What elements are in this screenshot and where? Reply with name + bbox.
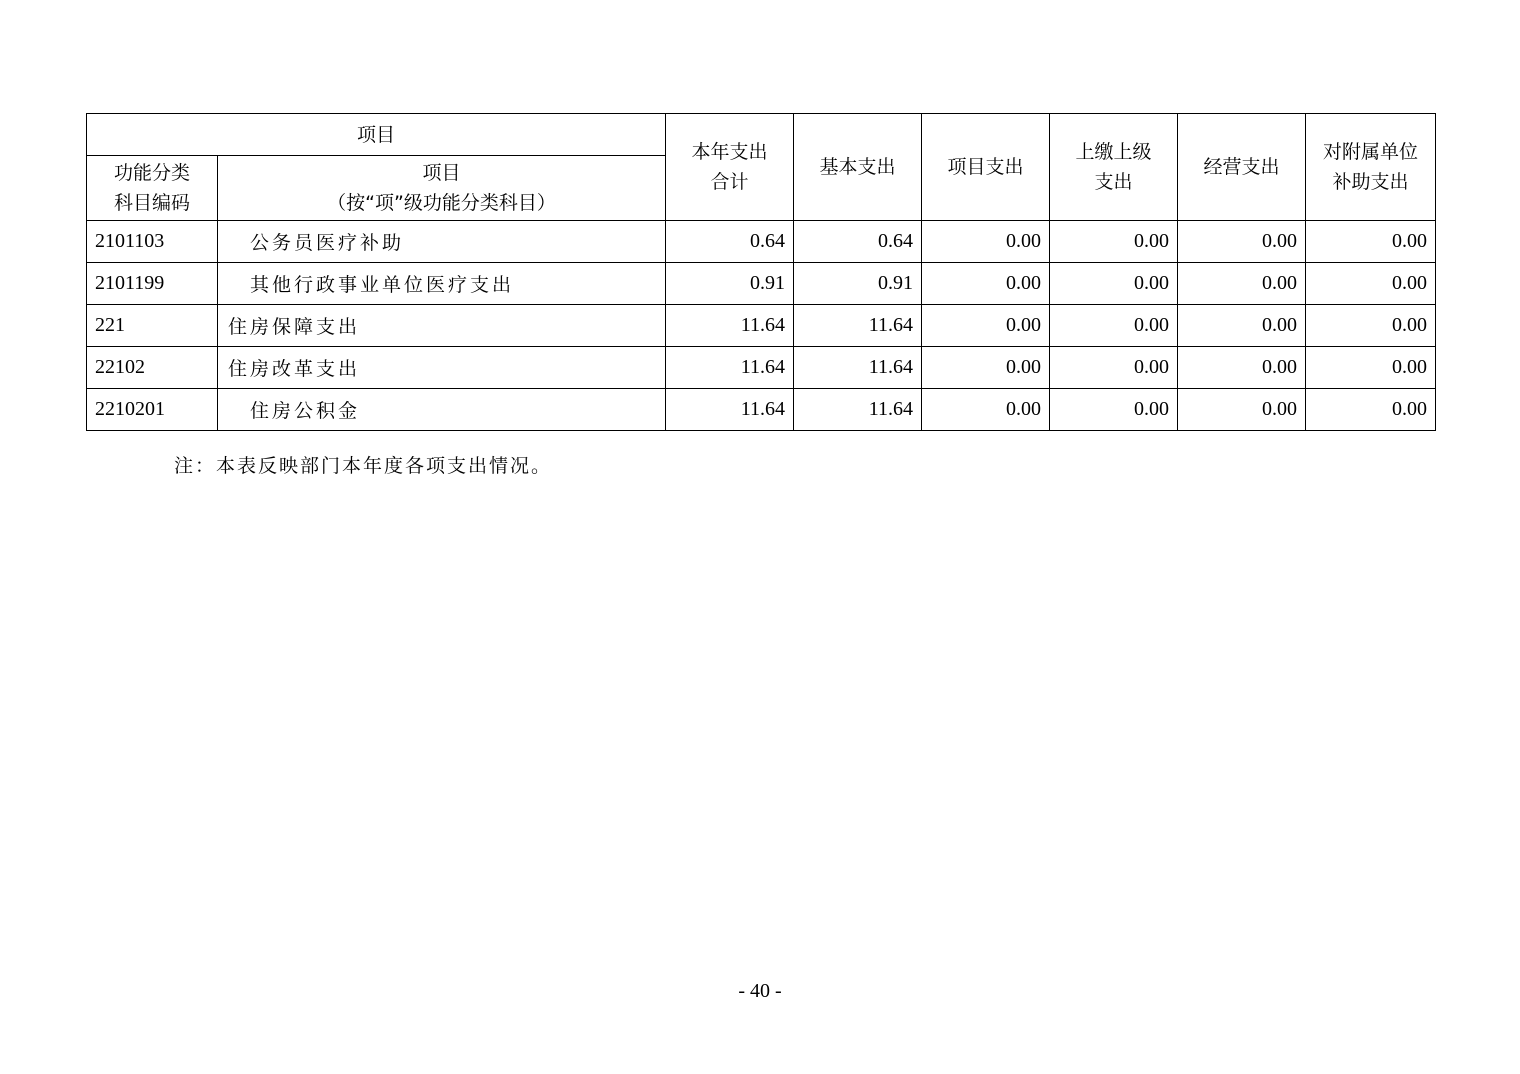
row-subsidy: 0.00 [1306, 347, 1436, 389]
header-business: 经营支出 [1178, 114, 1306, 221]
header-code-line1: 功能分类 [113, 162, 190, 184]
header-total-line2: 合计 [710, 171, 749, 193]
row-subsidy: 0.00 [1306, 263, 1436, 305]
page-number: - 40 - [738, 980, 782, 1002]
row-business: 0.00 [1178, 263, 1306, 305]
header-subsidy-line1: 对附属单位 [1323, 141, 1419, 163]
header-upper-line1: 上缴上级 [1075, 141, 1152, 163]
row-business: 0.00 [1178, 347, 1306, 389]
table-header [87, 114, 1436, 221]
table-row [87, 305, 1436, 347]
header-upper-line2: 支出 [1094, 171, 1133, 193]
row-project: 0.00 [922, 347, 1050, 389]
table-row [87, 389, 1436, 431]
row-subsidy: 0.00 [1306, 389, 1436, 431]
table-note: 注：本表反映部门本年度各项支出情况。 [174, 455, 553, 477]
header-basic: 基本支出 [794, 114, 922, 221]
row-upper: 0.00 [1050, 221, 1178, 263]
row-business: 0.00 [1178, 305, 1306, 347]
row-project: 0.00 [922, 221, 1050, 263]
row-project: 0.00 [922, 389, 1050, 431]
row-project: 0.00 [922, 305, 1050, 347]
row-upper: 0.00 [1050, 263, 1178, 305]
row-name: 其他行政事业单位医疗支出 [218, 263, 666, 305]
header-subsidy [1306, 114, 1436, 221]
row-basic: 11.64 [794, 305, 922, 347]
header-code-line2: 科目编码 [113, 192, 190, 214]
row-total: 11.64 [666, 305, 794, 347]
row-subsidy: 0.00 [1306, 305, 1436, 347]
row-code: 221 [87, 305, 218, 347]
row-name: 公务员医疗补助 [218, 221, 666, 263]
header-item-group: 项目 [87, 114, 666, 156]
row-business: 0.00 [1178, 221, 1306, 263]
header-name [218, 156, 666, 221]
expenditure-table [86, 113, 1436, 431]
header-subsidy-line2: 补助支出 [1332, 171, 1409, 193]
row-total: 0.91 [666, 263, 794, 305]
table-body [87, 221, 1436, 431]
header-total [666, 114, 794, 221]
row-basic: 0.64 [794, 221, 922, 263]
row-total: 0.64 [666, 221, 794, 263]
row-code: 2101199 [87, 263, 218, 305]
row-code: 2101103 [87, 221, 218, 263]
row-name: 住房公积金 [218, 389, 666, 431]
header-project: 项目支出 [922, 114, 1050, 221]
row-upper: 0.00 [1050, 305, 1178, 347]
row-basic: 0.91 [794, 263, 922, 305]
header-upper [1050, 114, 1178, 221]
header-code [87, 156, 218, 221]
table-row [87, 347, 1436, 389]
header-total-line1: 本年支出 [691, 141, 768, 163]
row-basic: 11.64 [794, 347, 922, 389]
row-project: 0.00 [922, 263, 1050, 305]
row-code: 2210201 [87, 389, 218, 431]
row-business: 0.00 [1178, 389, 1306, 431]
row-code: 22102 [87, 347, 218, 389]
row-upper: 0.00 [1050, 347, 1178, 389]
header-name-line1: 项目 [422, 162, 461, 184]
header-name-line2: （按“项”级功能分类科目） [327, 192, 556, 214]
row-name: 住房改革支出 [218, 347, 666, 389]
table-row [87, 221, 1436, 263]
row-total: 11.64 [666, 389, 794, 431]
row-total: 11.64 [666, 347, 794, 389]
row-upper: 0.00 [1050, 389, 1178, 431]
table-row [87, 263, 1436, 305]
row-name: 住房保障支出 [218, 305, 666, 347]
row-basic: 11.64 [794, 389, 922, 431]
row-subsidy: 0.00 [1306, 221, 1436, 263]
